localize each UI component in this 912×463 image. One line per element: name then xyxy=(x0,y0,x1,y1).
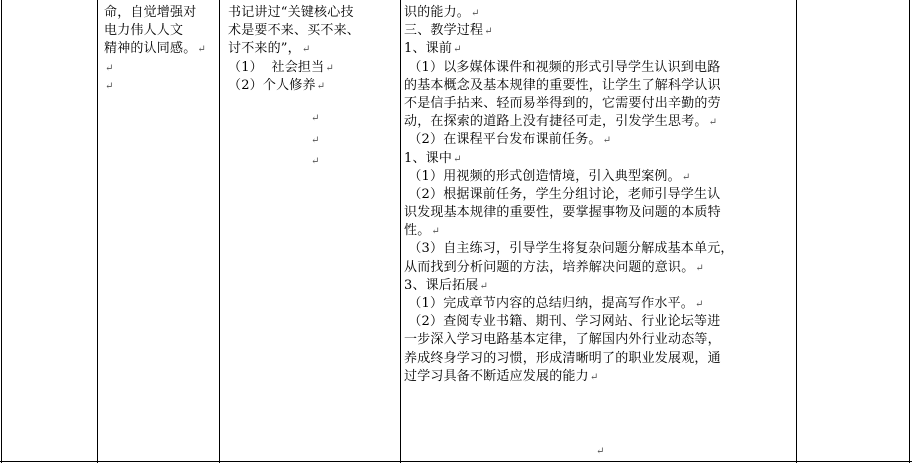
text-line: 养成终身学习的习惯，形成清晰明了的职业发展观，通 xyxy=(404,350,721,366)
text-line: 命，自觉增强对 xyxy=(104,5,197,20)
paragraph-mark-icon: ↵ xyxy=(589,371,599,383)
paragraph-mark-icon: ↵ xyxy=(105,62,114,74)
text-line: 性。↵ xyxy=(404,223,440,239)
subsection-heading: 3、课后拓展↵ xyxy=(404,277,489,293)
subsection-heading: 1、课前↵ xyxy=(404,41,462,57)
text-line: 一步深入学习电路基本定律，了解国内外行业动态等， xyxy=(404,332,721,348)
text-line: 电力伟人人文 xyxy=(104,23,184,39)
paragraph-mark-icon: ↵ xyxy=(479,280,489,292)
empty-paragraph xyxy=(104,59,217,77)
paragraph-mark-icon: ↵ xyxy=(325,62,334,74)
text-line: 识的能力。↵ xyxy=(404,5,480,20)
text-line: 识发现基本规律的重要性，要掌握事物及问题的本质特 xyxy=(404,205,721,221)
text-line: （1） 社会担当↵ xyxy=(228,59,334,75)
paragraph-mark-icon: ↵ xyxy=(316,80,326,92)
paragraph-mark-icon: ↵ xyxy=(681,171,691,183)
text-line: （1）以多媒体课件和视频的形式引导学生认识到电路 xyxy=(404,59,721,75)
text-line: （2）在课程平台发布课前任务。↵ xyxy=(404,132,612,148)
text-line: 讨不来的”，↵ xyxy=(228,41,311,57)
section-heading: 三、教学过程↵ xyxy=(404,23,493,39)
table-column-divider xyxy=(219,0,220,463)
text-line: （2）个人修养↵ xyxy=(228,77,326,93)
paragraph-mark-icon: ↵ xyxy=(708,117,718,129)
text-line: 精神的认同感。↵ xyxy=(104,41,206,57)
paragraph-mark-icon: ↵ xyxy=(453,153,462,165)
paragraph-mark-icon: ↵ xyxy=(311,113,320,124)
paragraph-mark-icon: ↵ xyxy=(471,8,480,19)
text-line: 动，在探索的道路上没有捷径可走，引发学生思考。↵ xyxy=(404,114,718,130)
text-line: （3）自主练习，引导学生将复杂问题分解成基本单元， xyxy=(404,241,734,257)
paragraph-mark-icon: ↵ xyxy=(197,44,206,56)
paragraph-mark-icon: ↵ xyxy=(602,135,612,147)
paragraph-mark-icon: ↵ xyxy=(431,226,440,238)
paragraph-mark-icon: ↵ xyxy=(311,135,320,146)
text-line: （2）查阅专业书籍、期刊、学习网站、行业论坛等进 xyxy=(404,314,721,330)
paragraph-mark-icon: ↵ xyxy=(484,26,493,38)
text-line: 不是信手拈来、轻而易举得到的，它需要付出辛勤的劳 xyxy=(404,95,721,111)
subsection-heading: 1、课中↵ xyxy=(404,150,462,166)
paragraph-mark-icon: ↵ xyxy=(105,80,114,92)
cell-teaching-process xyxy=(404,4,794,386)
paragraph-mark-icon: ↵ xyxy=(301,44,311,56)
text-line: 的基本概念及基本规律的重要性，让学生了解科学认识 xyxy=(404,77,721,93)
cell-ideology-points xyxy=(228,4,400,95)
text-line: （1）用视频的形式创造情境，引入典型案例。↵ xyxy=(404,168,691,184)
paragraph-mark-icon: ↵ xyxy=(695,262,704,274)
text-line: 书记讲过“关键核心技 xyxy=(228,5,354,20)
text-line: 术是要不来、买不来、 xyxy=(228,23,361,39)
table-column-divider xyxy=(796,0,797,463)
paragraph-mark-icon: ↵ xyxy=(311,156,320,167)
cell-learning-goals xyxy=(104,4,217,95)
empty-paragraph xyxy=(104,77,217,95)
text-line: 过学习具备不断适应发展的能力↵ xyxy=(404,368,599,384)
text-line: （1）完成章节内容的总结归纳，提高写作水平。↵ xyxy=(404,296,704,311)
table-column-divider xyxy=(400,0,401,463)
table-border-left xyxy=(1,0,2,463)
text-line: 从而找到分析问题的方法，培养解决问题的意识。↵ xyxy=(404,259,704,275)
paragraph-mark-icon: ↵ xyxy=(596,446,605,457)
table-column-divider xyxy=(97,0,98,463)
paragraph-mark-icon: ↵ xyxy=(453,44,462,56)
table-border-right xyxy=(909,0,910,463)
table-bottom-border xyxy=(0,461,912,462)
text-line: （2）根据课前任务，学生分组讨论，老师引导学生认 xyxy=(404,186,721,202)
paragraph-mark-icon: ↵ xyxy=(695,299,704,310)
